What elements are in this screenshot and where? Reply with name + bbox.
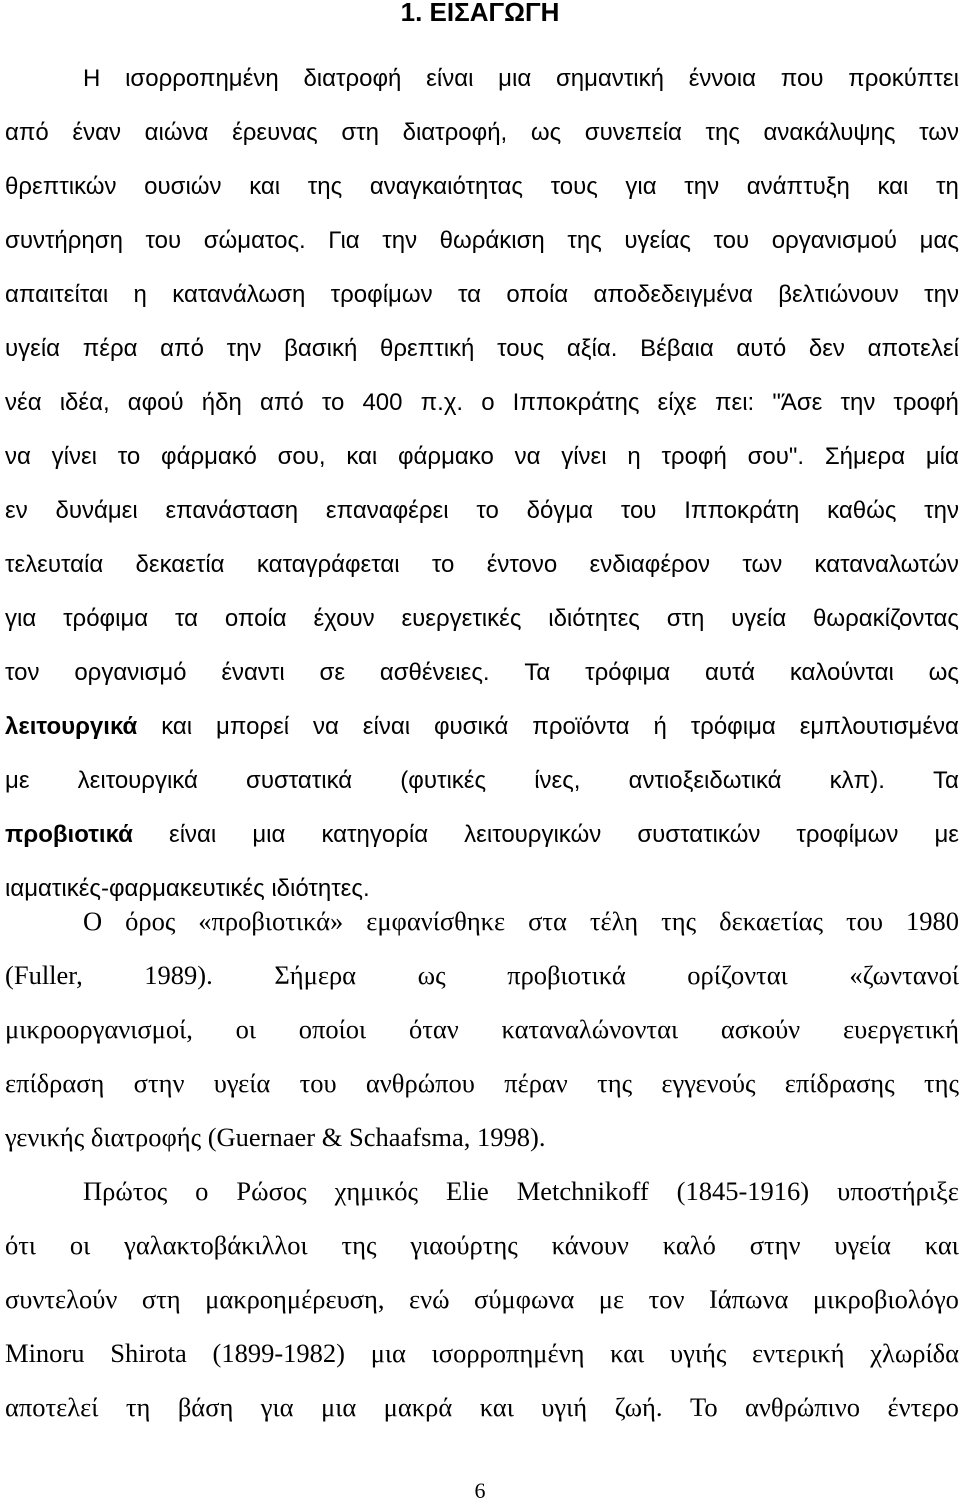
word: είχε (657, 389, 697, 416)
word: του (845, 906, 883, 936)
word: του (299, 1068, 337, 1098)
text-line (5, 1326, 959, 1380)
word: (1845-1916) (676, 1176, 810, 1206)
word: σε (319, 659, 346, 686)
word: Ιάπωνα (708, 1284, 789, 1314)
word: θρεπτικών (5, 173, 117, 200)
word: Ο (83, 906, 103, 936)
word: ασθένειες. (379, 659, 490, 686)
word: θωρακίζοντας (813, 605, 959, 632)
word: για (5, 605, 37, 632)
word: Metchnikoff (516, 1176, 649, 1206)
text-line (5, 948, 959, 1002)
text-line (5, 106, 959, 160)
word: από (5, 119, 49, 146)
word: υγιής (670, 1338, 727, 1368)
word: μία (925, 443, 959, 470)
word: υγεία (213, 1068, 271, 1098)
word: την (684, 173, 720, 200)
text-line (5, 214, 959, 268)
word: καταγράφεται (256, 551, 400, 578)
word: της (307, 173, 343, 200)
word: είναι (426, 65, 474, 92)
word: τα (458, 281, 482, 308)
word: ως (928, 659, 959, 686)
text-line (5, 484, 959, 538)
word: στη (141, 1284, 181, 1314)
word: αφού (127, 389, 184, 416)
text-line (5, 646, 959, 700)
word: των (919, 119, 959, 146)
word: δόγμα (526, 497, 594, 524)
text-line (5, 322, 959, 376)
word: ανακάλυψης (763, 119, 896, 146)
word: την (226, 335, 262, 362)
word: ενδιαφέρον (589, 551, 711, 578)
word: βασική (284, 335, 358, 362)
word: τέλη (589, 906, 639, 936)
word: της (705, 119, 740, 146)
text-line (5, 592, 959, 646)
text-line (5, 1164, 959, 1218)
text-line (5, 430, 959, 484)
word: πέραν (504, 1068, 568, 1098)
word: οι (235, 1014, 257, 1044)
word: οργανισμού (771, 227, 898, 254)
word: με (598, 1284, 625, 1314)
word: υποστήριξε (837, 1176, 959, 1206)
word: «προβιοτικά» (198, 906, 344, 936)
word: και (161, 713, 193, 740)
word: ότι (5, 1230, 37, 1260)
word: καταναλώνονται (501, 1014, 679, 1044)
word: υγείας (624, 227, 691, 254)
text-line (5, 1272, 959, 1326)
word: να (5, 443, 31, 470)
word: των (742, 551, 783, 578)
word: έννοια (688, 65, 756, 92)
word: κατηγορία (321, 821, 429, 848)
text-line (5, 754, 959, 808)
word: φάρμακό (161, 443, 257, 470)
word: αποτελεί (867, 335, 959, 362)
word: σύμφωνα (474, 1284, 575, 1314)
word: υγεία (731, 605, 787, 632)
word: λειτουργικών (464, 821, 602, 848)
word: Σήμερα (824, 443, 906, 470)
word: (φυτικές (400, 767, 487, 794)
word: τον (5, 659, 40, 686)
word: είναι (362, 713, 411, 740)
text-line (5, 160, 959, 214)
word: Minoru (5, 1338, 85, 1368)
word: έρευνας (232, 119, 318, 146)
word: η (627, 443, 641, 470)
word: που (780, 65, 824, 92)
word: το (321, 389, 345, 416)
word: οι (69, 1230, 91, 1260)
word: στα (528, 906, 567, 936)
word: υγεία (834, 1230, 891, 1260)
word: 400 (362, 389, 403, 416)
word: μια (252, 821, 286, 848)
word: τη (125, 1392, 151, 1422)
word: ανθρώπου (365, 1068, 475, 1098)
word: στη (666, 605, 705, 632)
word: χημικός (334, 1176, 419, 1206)
word: 1989). (144, 960, 213, 990)
word: της (923, 1068, 959, 1098)
word: έναν (72, 119, 121, 146)
word: συντελούν (5, 1284, 118, 1314)
word: γαλακτοβάκιλλοι (124, 1230, 308, 1260)
word: καλό (662, 1230, 716, 1260)
word: συστατικά (246, 767, 353, 794)
word: πει: (714, 389, 755, 416)
word: προβιοτικά (507, 960, 626, 990)
text-line (5, 894, 959, 948)
word: αποδεδειγμένα (593, 281, 753, 308)
word: οποίοι (298, 1014, 367, 1044)
word: σημαντική (555, 65, 664, 92)
word: 1980 (905, 906, 959, 936)
word: την (924, 497, 959, 524)
word: βελτιώνουν (778, 281, 899, 308)
word: και (924, 1230, 959, 1260)
word: τον (648, 1284, 685, 1314)
word: του (713, 227, 750, 254)
word: εμπλουτισμένα (799, 713, 959, 740)
word: ουσιών (144, 173, 222, 200)
word: αυτά (704, 659, 755, 686)
word: Η (83, 65, 101, 92)
word: "Άσε (772, 389, 823, 416)
word: η (133, 281, 147, 308)
word: συντήρηση (5, 227, 123, 254)
text-line (5, 376, 959, 430)
word: οργανισμό (74, 659, 187, 686)
word: κάνουν (551, 1230, 629, 1260)
section-heading: 1. ΕΙΣΑΓΩΓΗ (400, 0, 560, 27)
word: αποτελεί (5, 1392, 99, 1422)
word: τους (497, 335, 545, 362)
word: μια (370, 1338, 406, 1368)
word: ισορροπημένη (431, 1338, 585, 1368)
word: γίνει (51, 443, 97, 470)
word: μπορεί (216, 713, 290, 740)
word: ενώ (408, 1284, 450, 1314)
word: αντιοξειδωτικά (628, 767, 782, 794)
word: έχουν (313, 605, 375, 632)
word: Τα (933, 767, 959, 794)
word: επαναφέρει (325, 497, 449, 524)
word: ζωή. (614, 1392, 663, 1422)
word: όταν (408, 1014, 459, 1044)
word: ανάπτυξη (746, 173, 850, 200)
word: και (877, 173, 909, 200)
word: στην (749, 1230, 801, 1260)
word: και (479, 1392, 514, 1422)
word: (1899-1982) (212, 1338, 345, 1368)
word: ο (195, 1176, 209, 1206)
word: «ζωντανοί (849, 960, 959, 990)
word: του (145, 227, 182, 254)
text-line (5, 268, 959, 322)
word: Τα (524, 659, 551, 686)
word: εμφανίσθηκε (366, 906, 506, 936)
word: σου". (747, 443, 805, 470)
word: μακροημέρευση, (205, 1284, 385, 1314)
word: φυσικά (433, 713, 509, 740)
word: Elie (446, 1176, 489, 1206)
word: δεν (808, 335, 845, 362)
word: υγιή (541, 1392, 588, 1422)
word: τη (936, 173, 959, 200)
word: όρος (125, 906, 176, 936)
word: επίδραση (5, 1068, 105, 1098)
word: το (431, 551, 455, 578)
word: βάση (177, 1392, 234, 1422)
word: μακρά (383, 1392, 453, 1422)
word: στη (341, 119, 379, 146)
word: αυτό (736, 335, 787, 362)
word: επίδρασης (784, 1068, 895, 1098)
word: π.χ. (420, 389, 464, 416)
word: γίνει (561, 443, 607, 470)
paragraph-history (5, 1164, 959, 1434)
word: και (610, 1338, 645, 1368)
word: στην (133, 1068, 185, 1098)
word: σώματος. (203, 227, 306, 254)
word: ως (417, 960, 446, 990)
word: να (514, 443, 541, 470)
word: ιδιότητες (548, 605, 640, 632)
paragraph-probiotics-term-last-line: γενικής διατροφής (Guernaer & Schaafsma, 1998). (5, 1122, 546, 1152)
word: τροφή (661, 443, 727, 470)
word: προκύπτει (848, 65, 959, 92)
word: νέα (5, 389, 42, 416)
word: ήδη (201, 389, 242, 416)
word: αξία. (566, 335, 618, 362)
word: αιώνα (144, 119, 209, 146)
word: ασκούν (720, 1014, 801, 1044)
word: θρεπτική (379, 335, 475, 362)
word: έντονο (486, 551, 558, 578)
word: και (346, 443, 378, 470)
word: ορίζονται (687, 960, 788, 990)
word: τους (550, 173, 598, 200)
word: ο (481, 389, 495, 416)
word: μια (498, 65, 532, 92)
text-line (5, 808, 959, 862)
word: με (5, 767, 30, 794)
word: καλούνται (789, 659, 894, 686)
word: τροφίμων (796, 821, 899, 848)
word: Ιπποκράτη (684, 497, 800, 524)
word: με (934, 821, 959, 848)
word: ισορροπημένη (125, 65, 279, 92)
text-line (5, 1002, 959, 1056)
word: μας (919, 227, 959, 254)
paragraph-probiotics-term (5, 894, 959, 1164)
word: οποία (506, 281, 569, 308)
page-number: 6 (474, 1478, 486, 1503)
word: κατανάλωση (172, 281, 306, 308)
word: Το (689, 1392, 718, 1422)
word: διατροφή, (402, 119, 508, 146)
word: εγγενούς (661, 1068, 756, 1098)
word: την (924, 281, 959, 308)
word: Σήμερα (274, 960, 357, 990)
word: τροφή (893, 389, 959, 416)
word: από (259, 389, 304, 416)
word: της (341, 1230, 377, 1260)
word: εν (5, 497, 28, 524)
word: Ιπποκράτης (512, 389, 640, 416)
word: να (313, 713, 339, 740)
text-line (5, 52, 959, 106)
word: οποία (224, 605, 287, 632)
word: για (625, 173, 657, 200)
word: μια (320, 1392, 357, 1422)
word: είναι (169, 821, 217, 848)
word: την (382, 227, 418, 254)
word: εντερική (752, 1338, 845, 1368)
word: την (840, 389, 876, 416)
paragraph-intro-last-line: ιαματικές-φαρμακευτικές ιδιότητες. (5, 875, 370, 902)
word: ευεργετική (842, 1014, 959, 1044)
word: τρόφιμα (63, 605, 149, 632)
word: έντερο (887, 1392, 959, 1422)
word: τρόφιμα (585, 659, 671, 686)
word: επανάσταση (165, 497, 299, 524)
word: απαιτείται (5, 281, 109, 308)
word: μικροβιολόγο (812, 1284, 959, 1314)
word: μικροοργανισμοί, (5, 1014, 193, 1044)
word: Shirota (110, 1338, 187, 1368)
text-line (5, 1380, 959, 1434)
word: τρόφιμα (690, 713, 776, 740)
word: τα (174, 605, 198, 632)
word: αναγκαιότητας (369, 173, 523, 200)
word: και (249, 173, 281, 200)
keyword: λειτουργικά (5, 713, 138, 740)
word: υγεία (5, 335, 61, 362)
word: δεκαετίας (719, 906, 823, 936)
word: γιαούρτης (410, 1230, 518, 1260)
word: (Fuller, (5, 960, 83, 990)
word: ως (530, 119, 562, 146)
text-line (5, 700, 959, 754)
text-line (5, 538, 959, 592)
text-line (5, 1110, 959, 1164)
word: κλπ). (829, 767, 885, 794)
word: θωράκιση (439, 227, 545, 254)
word: τροφίμων (330, 281, 433, 308)
word: της (567, 227, 602, 254)
word: καταναλωτών (814, 551, 959, 578)
word: πέρα (82, 335, 138, 362)
word: το (117, 443, 141, 470)
word: Πρώτος (83, 1176, 168, 1206)
word: για (260, 1392, 294, 1422)
word: τελευταία (5, 551, 104, 578)
word: συνεπεία (584, 119, 682, 146)
word: χλωρίδα (870, 1338, 959, 1368)
word: Βέβαια (640, 335, 714, 362)
word: το (476, 497, 499, 524)
word: δυνάμει (55, 497, 138, 524)
word: λειτουργικά (77, 767, 198, 794)
word: από (160, 335, 204, 362)
word: δεκαετία (135, 551, 225, 578)
word: ευεργετικές (401, 605, 522, 632)
word: της (661, 906, 697, 936)
word: Ρώσος (236, 1176, 307, 1206)
keyword: προβιοτικά (5, 821, 133, 848)
word: ή (653, 713, 667, 740)
word: ιδέα, (59, 389, 110, 416)
word: του (620, 497, 657, 524)
word: προϊόντα (532, 713, 630, 740)
word: φάρμακο (397, 443, 494, 470)
word: συστατικών (637, 821, 761, 848)
word: της (597, 1068, 633, 1098)
text-line (5, 1056, 959, 1110)
word: έναντι (221, 659, 285, 686)
word: Για (328, 227, 360, 254)
word: σου, (277, 443, 326, 470)
word: διατροφή (303, 65, 402, 92)
word: ανθρώπινο (745, 1392, 861, 1422)
text-line (5, 1218, 959, 1272)
word: ίνες, (534, 767, 581, 794)
word: καθώς (827, 497, 897, 524)
paragraph-intro (5, 52, 959, 916)
